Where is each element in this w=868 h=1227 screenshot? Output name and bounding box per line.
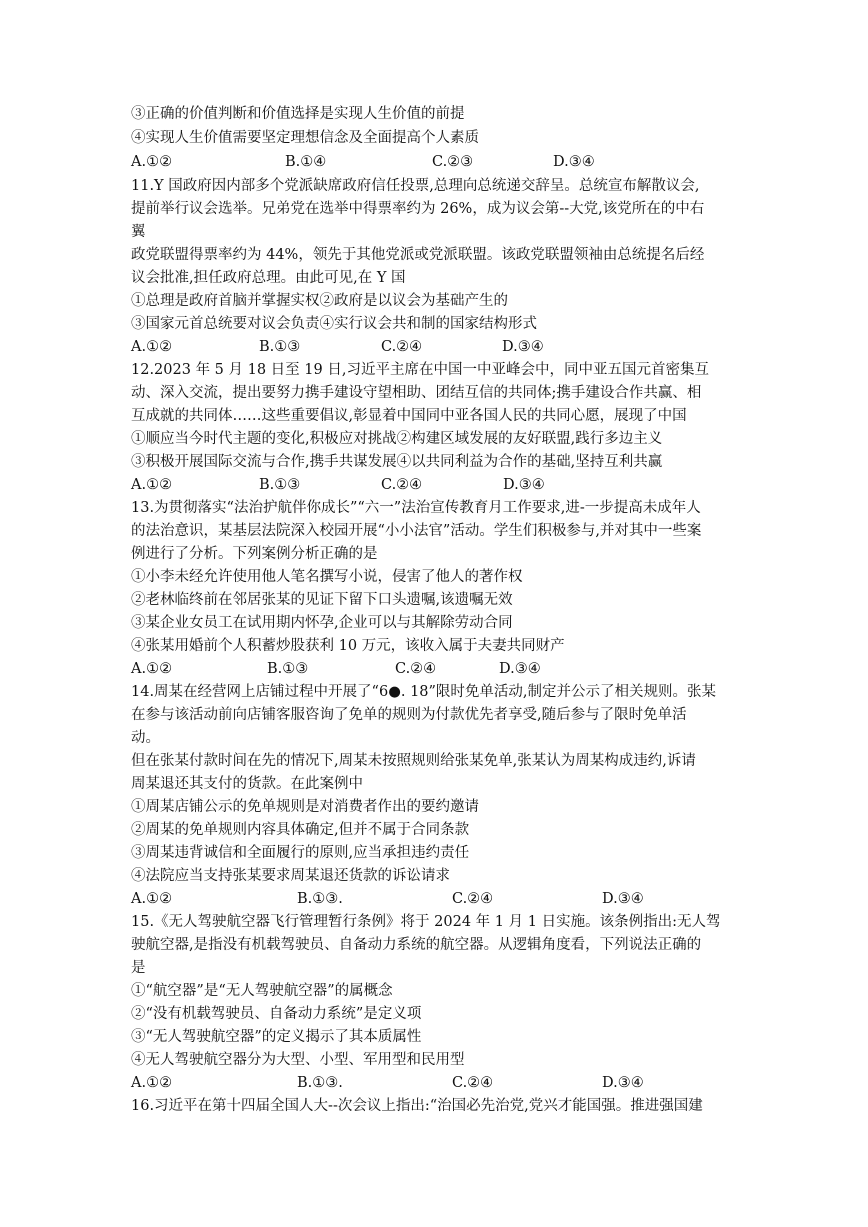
q13-option-d: D.③④	[499, 661, 541, 677]
q11-option-c: C.②④	[381, 339, 423, 355]
q11-stem-line: 翼	[131, 224, 146, 240]
q11-options	[131, 337, 751, 357]
q14-stem-line: 在参与该活动前向店铺客服咨询了免单的规则为付款优先者享受,随后参与了限时免单活	[131, 707, 687, 723]
q15-statement: ②“没有机载驾驶员、自备动力系统”是定义项	[131, 1006, 422, 1022]
q11-statement: ③国家元首总统要对议会负责④实行议会共和制的国家结构形式	[131, 316, 537, 332]
q15-option-b: B.①③.	[297, 1075, 343, 1091]
q11-option-b: B.①③	[259, 339, 301, 355]
q13-statement: ④张某用婚前个人积蓄炒股获利 10 万元，该收入属于夫妻共同财产	[131, 638, 565, 654]
q15-option-c: C.②④	[452, 1075, 494, 1091]
q10-option-b: B.①④	[285, 154, 327, 170]
q12-option-c: C.②④	[381, 477, 423, 493]
q10-options	[131, 152, 751, 172]
q12-stem-line: 12.2023 年 5 月 18 日至 19 日,习近平主席在中国一中亚峰会中，同中亚五国元首密集互	[131, 362, 709, 378]
q13-statement: ①小李未经允许使用他人笔名撰写小说，侵害了他人的著作权	[131, 569, 523, 585]
q12-options	[131, 475, 751, 495]
q14-stem-line: 14.周某在经营网上店铺过程中开展了“6●. 18”限时免单活动,制定并公示了相关规则。张某	[131, 684, 717, 700]
q11-stem-line: 提前举行议会选举。兄弟党在选举中得票率约为 26%，成为议会第--大党,该党所在的中右	[131, 201, 705, 217]
q11-stem-line: 政党联盟得票率约为 44%，领先于其他党派或党派联盟。该政党联盟领袖由总统提名后经	[131, 247, 705, 263]
q13-stem-line: 13.为贯彻落实“法治护航伴你成长”“六一”法治宣传教育月工作要求,进-一步提高未成年人	[131, 500, 701, 516]
q10-statement-4: ④实现人生价值需要坚定理想信念及全面提高个人素质	[131, 130, 479, 146]
q11-stem-line: 议会批准,担任政府总理。由此可见,在 Y 国	[131, 270, 406, 286]
q11-option-a: A.①②	[131, 339, 173, 355]
q15-statement: ③“无人驾驶航空器”的定义揭示了其本质属性	[131, 1029, 422, 1045]
q15-stem-line: 驶航空器,是指没有机载驾驶员、自备动力系统的航空器。从逻辑角度看，下列说法正确的	[131, 937, 702, 953]
q13-statement: ③某企业女员工在试用期内怀孕,企业可以与其解除劳动合同	[131, 615, 513, 631]
q14-stem-line: 动。	[131, 730, 160, 746]
q10-statement-3: ③正确的价值判断和价值选择是实现人生价值的前提	[131, 106, 465, 122]
q12-option-d: D.③④	[503, 477, 545, 493]
q14-statement: ③周某违背诚信和全面履行的原则,应当承担违约责任	[131, 845, 470, 861]
q14-statement: ④法院应当支持张某要求周某退还货款的诉讼请求	[131, 868, 450, 884]
q13-stem-line: 例进行了分析。下列案例分析正确的是	[131, 546, 378, 562]
q13-option-c: C.②④	[395, 661, 437, 677]
q13-options	[131, 659, 751, 679]
q16-stem-line: 16.习近平在第十四届全国人大--次会议上指出:“治国必先治党,党兴才能国强。推进强国建	[131, 1098, 703, 1114]
q11-stem-line: 11.Y 国政府因内部多个党派缺席政府信任投票,总理向总统递交辞呈。总统宣布解散议会,	[131, 178, 700, 194]
q15-option-d: D.③④	[602, 1075, 644, 1091]
q15-options	[131, 1073, 751, 1093]
q14-stem-line: 周某退还其支付的货款。在此案例中	[131, 776, 363, 792]
q15-stem-line: 15.《无人驾驶航空器飞行管理暂行条例》将于 2024 年 1 月 1 日实施。该条例指出:无人驾	[131, 914, 721, 930]
q15-statement: ④无人驾驶航空器分为大型、小型、军用型和民用型	[131, 1052, 465, 1068]
q13-statement: ②老林临终前在邻居张某的见证下留下口头遗嘱,该遗嘱无效	[131, 592, 513, 608]
q14-option-c: C.②④	[452, 891, 494, 907]
q10-option-a: A.①②	[131, 154, 173, 170]
q14-options	[131, 889, 751, 909]
q14-statement: ①周某店铺公示的免单规则是对消费者作出的要约邀请	[131, 799, 479, 815]
q14-option-d: D.③④	[602, 891, 644, 907]
q10-option-d: D.③④	[553, 154, 595, 170]
q10-option-c: C.②③	[432, 154, 474, 170]
q14-statement: ②周某的免单规则内容具体确定,但并不属于合同条款	[131, 822, 470, 838]
q12-stem-line: 动、深入交流，提出要努力携手建设守望相助、团结互信的共同体;携手建设合作共赢、相	[131, 385, 702, 401]
q13-option-a: A.①②	[131, 661, 173, 677]
q12-option-a: A.①②	[131, 477, 173, 493]
q11-statement: ①总理是政府首脑并掌握实权②政府是以议会为基础产生的	[131, 293, 508, 309]
q12-statement: ①顺应当今时代主题的变化,积极应对挑战②构建区域发展的友好联盟,践行多边主义	[131, 431, 663, 447]
q15-option-a: A.①②	[131, 1075, 173, 1091]
q15-stem-line: 是	[131, 960, 146, 976]
q13-option-b: B.①③	[267, 661, 309, 677]
q14-option-b: B.①③.	[297, 891, 343, 907]
q11-option-d: D.③④	[502, 339, 544, 355]
q12-statement: ③积极开展国际交流与合作,携手共谋发展④以共同利益为合作的基础,坚持互利共赢	[131, 454, 663, 470]
q13-stem-line: 的法治意识，某基层法院深入校园开展“小小法官”活动。学生们积极参与,并对其中一些案	[131, 523, 702, 539]
q14-option-a: A.①②	[131, 891, 173, 907]
q12-stem-line: 互成就的共同体……这些重要倡议,彰显着中国同中亚各国人民的共同心愿，展现了中国	[131, 408, 687, 424]
q14-stem-line: 但在张某付款时间在先的情况下,周某未按照规则给张某免单,张某认为周某构成违约,诉请	[131, 753, 696, 769]
q15-statement: ①“航空器”是“无人驾驶航空器”的属概念	[131, 983, 393, 999]
q12-option-b: B.①③	[259, 477, 301, 493]
